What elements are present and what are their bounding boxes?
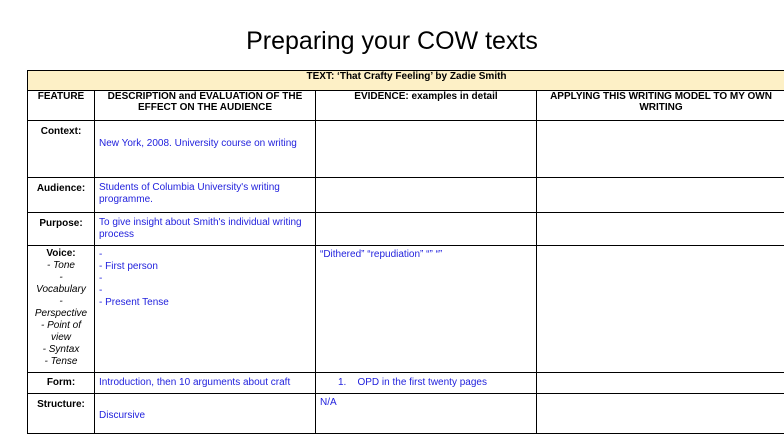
row-voice [28,246,784,373]
header-description: DESCRIPTION and EVALUATION OF THE EFFECT ON THE AUDIENCE [95,91,316,121]
header-applying: APPLYING THIS WRITING MODEL TO MY OWN WRITING [537,91,784,121]
voice-sub-syntax: - Syntax [42,344,80,355]
voice-description[interactable] [95,246,316,373]
voice-evidence[interactable]: “Dithered” “repudiation” “” “” [316,246,537,373]
form-applying[interactable] [537,373,784,394]
row-form [28,373,784,394]
label-form: Form: [28,373,95,394]
audience-description[interactable]: Students of Columbia University's writing programme. [95,178,316,213]
form-evidence[interactable] [316,373,537,394]
voice-sub-view: view [50,332,71,343]
voice-sub-perspective: Perspective [34,308,88,319]
voice-sub-vocabulary: Vocabulary [36,284,86,295]
form-evidence-text: OPD in the first twenty pages [357,377,487,388]
row-audience [28,178,784,213]
header-row [28,91,784,121]
label-structure: Structure: [28,394,95,434]
page-title: Preparing your COW texts [246,27,538,55]
label-voice [28,246,95,373]
label-context: Context: [28,121,95,178]
label-purpose: Purpose: [28,213,95,246]
cow-table [27,70,784,434]
voice-sub-tense: - Tense [44,356,78,367]
context-applying[interactable] [537,121,784,178]
context-evidence[interactable] [316,121,537,178]
voice-sub-point-of: - Point of [40,320,82,331]
purpose-applying[interactable] [537,213,784,246]
voice-applying[interactable] [537,246,784,373]
voice-line-5: - Present Tense [99,297,169,308]
header-evidence: EVIDENCE: examples in detail [316,91,537,121]
table-title: TEXT: ‘That Crafty Feeling’ by Zadie Smith [28,71,784,91]
voice-line-2: - First person [99,261,158,272]
audience-applying[interactable] [537,178,784,213]
voice-line-1: - [99,249,103,260]
context-description[interactable]: New York, 2008. University course on writing [95,121,316,178]
voice-sub-tone: - Tone [47,260,75,271]
voice-sub-dash-1: - [59,272,63,283]
form-evidence-number: 1. [338,377,347,388]
purpose-description[interactable]: To give insight about Smith's individual writing process [95,213,316,246]
voice-sub-dash-2: - [59,296,63,307]
voice-label-text: Voice: [46,248,76,259]
label-audience: Audience: [28,178,95,213]
structure-description[interactable]: Discursive [95,394,316,434]
table-title-row [28,71,784,91]
row-structure [28,394,784,434]
row-purpose [28,213,784,246]
row-context [28,121,784,178]
purpose-evidence[interactable] [316,213,537,246]
audience-evidence[interactable] [316,178,537,213]
voice-line-3: - [99,273,103,284]
header-feature: FEATURE [28,91,95,121]
voice-line-4: - [99,285,103,296]
form-description[interactable]: Introduction, then 10 arguments about craft [95,373,316,394]
structure-evidence[interactable]: N/A [316,394,537,434]
structure-applying[interactable] [537,394,784,434]
